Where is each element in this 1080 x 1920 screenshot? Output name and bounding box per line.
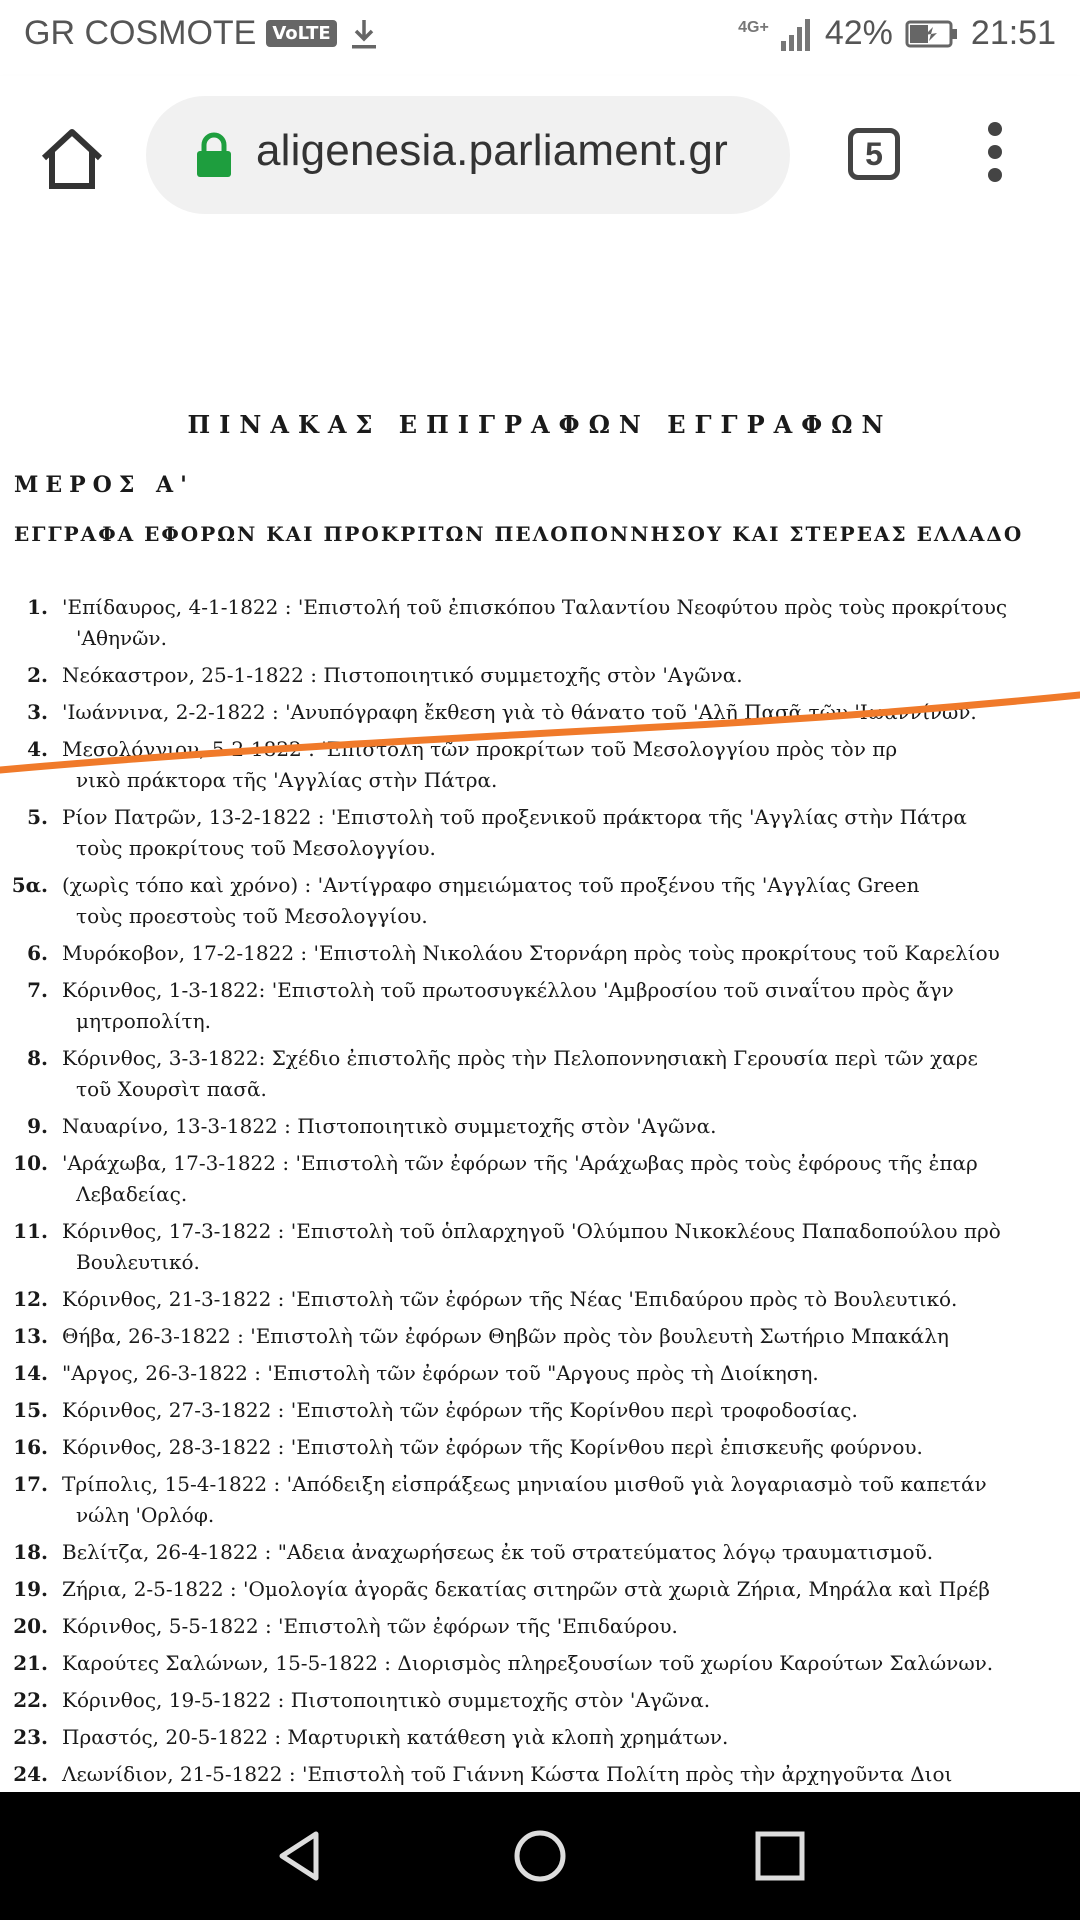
list-item <box>0 1284 1080 1315</box>
entry-number: 16. <box>13 1435 48 1459</box>
entry-text-continued: τοὺς προκρίτους τοῦ Μεσολογγίου. <box>76 836 436 860</box>
list-item <box>0 734 1080 796</box>
entry-text: Κόρινθος, 5-5-1822 : 'Επιστολὴ τῶν ἐφόρων τῆς 'Επιδαύρου. <box>62 1614 678 1638</box>
entry-number: 24. <box>13 1762 48 1786</box>
list-item <box>0 660 1080 691</box>
list-item <box>0 1216 1080 1278</box>
entry-number: 17. <box>13 1472 48 1496</box>
entry-text: Κόρινθος, 1-3-1822: 'Επιστολὴ τοῦ πρωτοσυγκέλλου 'Αμβροσίου τοῦ σιναΐτου πρὸς ἄγν <box>62 978 954 1002</box>
network-type: 4G+ <box>738 18 769 36</box>
entry-number: 15. <box>13 1398 48 1422</box>
entry-number: 14. <box>13 1361 48 1385</box>
entry-number: 19. <box>13 1577 48 1601</box>
entry-text: Κόρινθος, 17-3-1822 : 'Επιστολὴ τοῦ ὁπλαρχηγοῦ 'Ολύμπου Νικοκλέους Παπαδοπούλου πρὸ <box>62 1219 1001 1243</box>
entry-text: Νεόκαστρον, 25-1-1822 : Πιστοποιητικό συμμετοχῆς στὸν 'Αγῶνα. <box>62 663 743 687</box>
entry-text: Καρούτες Σαλώνων, 15-5-1822 : Διορισμὸς πληρεξουσίων τοῦ χωρίου Καρούτων Σαλώνων. <box>62 1651 994 1675</box>
home-nav-icon[interactable] <box>512 1828 568 1884</box>
status-left <box>24 14 381 53</box>
entry-number: 3. <box>27 700 48 724</box>
document-title: ΠΙΝΑΚΑΣ ΕΠΙΓΡΑΦΩΝ ΕΓΓΡΑΦΩΝ <box>187 410 893 439</box>
clock: 21:51 <box>970 14 1056 52</box>
entry-number: 21. <box>13 1651 48 1675</box>
lock-icon <box>194 132 234 178</box>
entry-text: Κόρινθος, 19-5-1822 : Πιστοποιητικὸ συμμετοχῆς στὸν 'Αγῶνα. <box>62 1688 711 1712</box>
entry-number: 10. <box>13 1151 48 1175</box>
entry-number: 22. <box>13 1688 48 1712</box>
entry-text: Πραστός, 20-5-1822 : Μαρτυρικὴ κατάθεση γιὰ κλοπὴ χρημάτων. <box>62 1725 729 1749</box>
list-item <box>0 1111 1080 1142</box>
entry-number: 18. <box>13 1540 48 1564</box>
list-item <box>0 975 1080 1037</box>
browser-toolbar <box>0 76 1080 240</box>
back-icon[interactable] <box>272 1828 328 1884</box>
battery-icon <box>905 19 959 49</box>
list-item <box>0 592 1080 654</box>
list-item <box>0 802 1080 864</box>
entry-text-continued: μητροπολίτη. <box>76 1009 211 1033</box>
entry-text: 'Επίδαυρος, 4-1-1822 : 'Επιστολή τοῦ ἐπισκόπου Ταλαντίου Νεοφύτου πρὸς τοὺς προκρίτους <box>62 595 1008 619</box>
entry-text: Ζήρια, 2-5-1822 : 'Ομολογία ἀγορᾶς δεκατίας σιτηρῶν στὰ χωριὰ Ζήρια, Μηράλα καὶ Πρέβ <box>62 1577 990 1601</box>
entry-text-continued: Λεβαδείας. <box>76 1182 188 1206</box>
url-text[interactable]: aligenesia.parliament.gr <box>256 126 728 175</box>
entry-text: 'Αράχωβα, 17-3-1822 : 'Επιστολὴ τῶν ἐφόρων τῆς 'Αράχωβας πρὸς τοὺς ἐφόρους τῆς ἐπαρ <box>62 1151 978 1175</box>
entry-text: Βελίτζα, 26-4-1822 : "Αδεια ἀναχωρήσεως ἐκ τοῦ στρατεύματος λόγῳ τραυματισμοῦ. <box>62 1540 934 1564</box>
entry-number: 5α. <box>11 873 48 897</box>
list-item <box>0 1358 1080 1389</box>
list-item <box>0 1043 1080 1105</box>
document-viewport[interactable] <box>0 240 1080 1792</box>
entry-text: Κόρινθος, 27-3-1822 : 'Επιστολὴ τῶν ἐφόρων τῆς Κορίνθου περὶ τροφοδοσίας. <box>62 1398 858 1422</box>
signal-icon <box>781 17 813 51</box>
entry-number: 1. <box>27 595 48 619</box>
navigation-bar <box>0 1792 1080 1920</box>
entry-number: 12. <box>13 1287 48 1311</box>
entry-number: 11. <box>13 1219 48 1243</box>
list-item <box>0 1321 1080 1352</box>
entry-number: 7. <box>27 978 48 1002</box>
entry-text: (χωρὶς τόπο καὶ χρόνο) : 'Αντίγραφο σημειώματος τοῦ προξένου τῆς 'Αγγλίας Green <box>62 873 920 897</box>
entry-text-continued: τοὺς προεστοὺς τοῦ Μεσολογγίου. <box>76 904 428 928</box>
entry-number: 20. <box>13 1614 48 1638</box>
entry-number: 5. <box>27 805 48 829</box>
status-bar <box>0 0 1080 76</box>
entry-text: Θήβα, 26-3-1822 : 'Επιστολὴ τῶν ἐφόρων Θηβῶν πρὸς τὸν βουλευτὴ Σωτήριο Μπακάλη <box>62 1324 949 1348</box>
entry-number: 6. <box>27 941 48 965</box>
list-item <box>0 1395 1080 1426</box>
status-right <box>738 14 1056 53</box>
entry-text-continued: Βουλευτικό. <box>76 1250 200 1274</box>
entry-number: 9. <box>27 1114 48 1138</box>
section-heading: ΕΓΓΡΑΦΑ ΕΦΟΡΩΝ ΚΑΙ ΠΡΟΚΡΙΤΩΝ ΠΕΛΟΠΟΝΝΗΣΟΥ ΚΑΙ ΣΤΕΡΕΑΣ ΕΛΛΑΔΟ <box>14 522 1024 546</box>
list-item <box>0 1574 1080 1605</box>
url-bar[interactable] <box>146 96 790 214</box>
entry-number: 2. <box>27 663 48 687</box>
entry-text-continued: νικὸ πράκτορα τῆς 'Αγγλίας στὴν Πάτρα. <box>76 768 498 792</box>
entry-text: Κόρινθος, 21-3-1822 : 'Επιστολὴ τῶν ἐφόρων τῆς Νέας 'Επιδαύρου πρὸς τὸ Βουλευτικό. <box>62 1287 958 1311</box>
entry-text-continued: τοῦ Χουρσὶτ πασᾶ. <box>76 1077 267 1101</box>
entry-text-continued: νώλη 'Ορλόφ. <box>76 1503 215 1527</box>
home-icon[interactable] <box>36 122 108 194</box>
entry-text: Λεωνίδιον, 21-5-1822 : 'Επιστολὴ τοῦ Γιάννη Κώστα Πολίτη πρὸς τὴν ἀρχηγοῦντα Διοι <box>62 1762 953 1786</box>
list-item <box>0 697 1080 728</box>
list-item <box>0 870 1080 932</box>
entry-number: 8. <box>27 1046 48 1070</box>
entry-number: 4. <box>27 737 48 761</box>
entry-number: 23. <box>13 1725 48 1749</box>
entry-text: Μεσολόγγιον, 5-2-1822 : 'Επιστολὴ τῶν προκρίτων τοῦ Μεσολογγίου πρὸς τὸν πρ <box>62 737 898 761</box>
overflow-menu-icon[interactable] <box>980 122 1010 194</box>
recents-icon[interactable] <box>752 1828 808 1884</box>
list-item <box>0 1611 1080 1642</box>
list-item <box>0 1469 1080 1531</box>
list-item <box>0 1759 1080 1790</box>
list-item <box>0 1685 1080 1716</box>
carrier-name: GR COSMOTE <box>24 14 257 52</box>
entry-text: Μυρόκοβον, 17-2-1822 : 'Επιστολὴ Νικολάου Στορνάρη πρὸς τοὺς προκρίτους τοῦ Καρελίου <box>62 941 1000 965</box>
entry-text: "Αργος, 26-3-1822 : 'Επιστολὴ τῶν ἐφόρων τοῦ "Αργους πρὸς τὴ Διοίκηση. <box>62 1361 819 1385</box>
entry-number: 13. <box>13 1324 48 1348</box>
tab-switcher-button[interactable]: 5 <box>848 128 900 180</box>
list-item <box>0 1432 1080 1463</box>
entry-text: 'Ιωάννινα, 2-2-1822 : 'Ανυπόγραφη ἔκθεση γιὰ τὸ θάνατο τοῦ 'Αλῆ Πασᾶ τῶν 'Ιωαννίνων. <box>62 700 977 724</box>
entry-text: Κόρινθος, 3-3-1822: Σχέδιο ἐπιστολῆς πρὸς τὴν Πελοποννησιακὴ Γερουσία περὶ τῶν χαρε <box>62 1046 978 1070</box>
entry-text: Ναυαρίνο, 13-3-1822 : Πιστοποιητικὸ συμμετοχῆς στὸν 'Αγῶνα. <box>62 1114 717 1138</box>
part-heading: ΜΕΡΟΣ Α' <box>14 472 194 498</box>
list-item <box>0 1148 1080 1210</box>
entry-text: Κόρινθος, 28-3-1822 : 'Επιστολὴ τῶν ἐφόρων τῆς Κορίνθου περὶ ἐπισκευῆς φούρνου. <box>62 1435 923 1459</box>
download-icon <box>347 17 381 51</box>
list-item <box>0 1722 1080 1753</box>
entries-list <box>0 592 1080 1792</box>
list-item <box>0 1537 1080 1568</box>
battery-percent: 42% <box>824 14 893 52</box>
entry-text-continued: 'Αθηνῶν. <box>76 626 167 650</box>
list-item <box>0 1648 1080 1679</box>
list-item <box>0 938 1080 969</box>
entry-text: Τρίπολις, 15-4-1822 : 'Απόδειξη εἰσπράξεως μηνιαίου μισθοῦ γιὰ λογαριασμὸ τοῦ καπετάν <box>62 1472 987 1496</box>
entry-text: Ρίον Πατρῶν, 13-2-1822 : 'Επιστολὴ τοῦ προξενικοῦ πράκτορα τῆς 'Αγγλίας στὴν Πάτρα <box>62 805 967 829</box>
volte-icon: VoLTE <box>266 20 336 47</box>
